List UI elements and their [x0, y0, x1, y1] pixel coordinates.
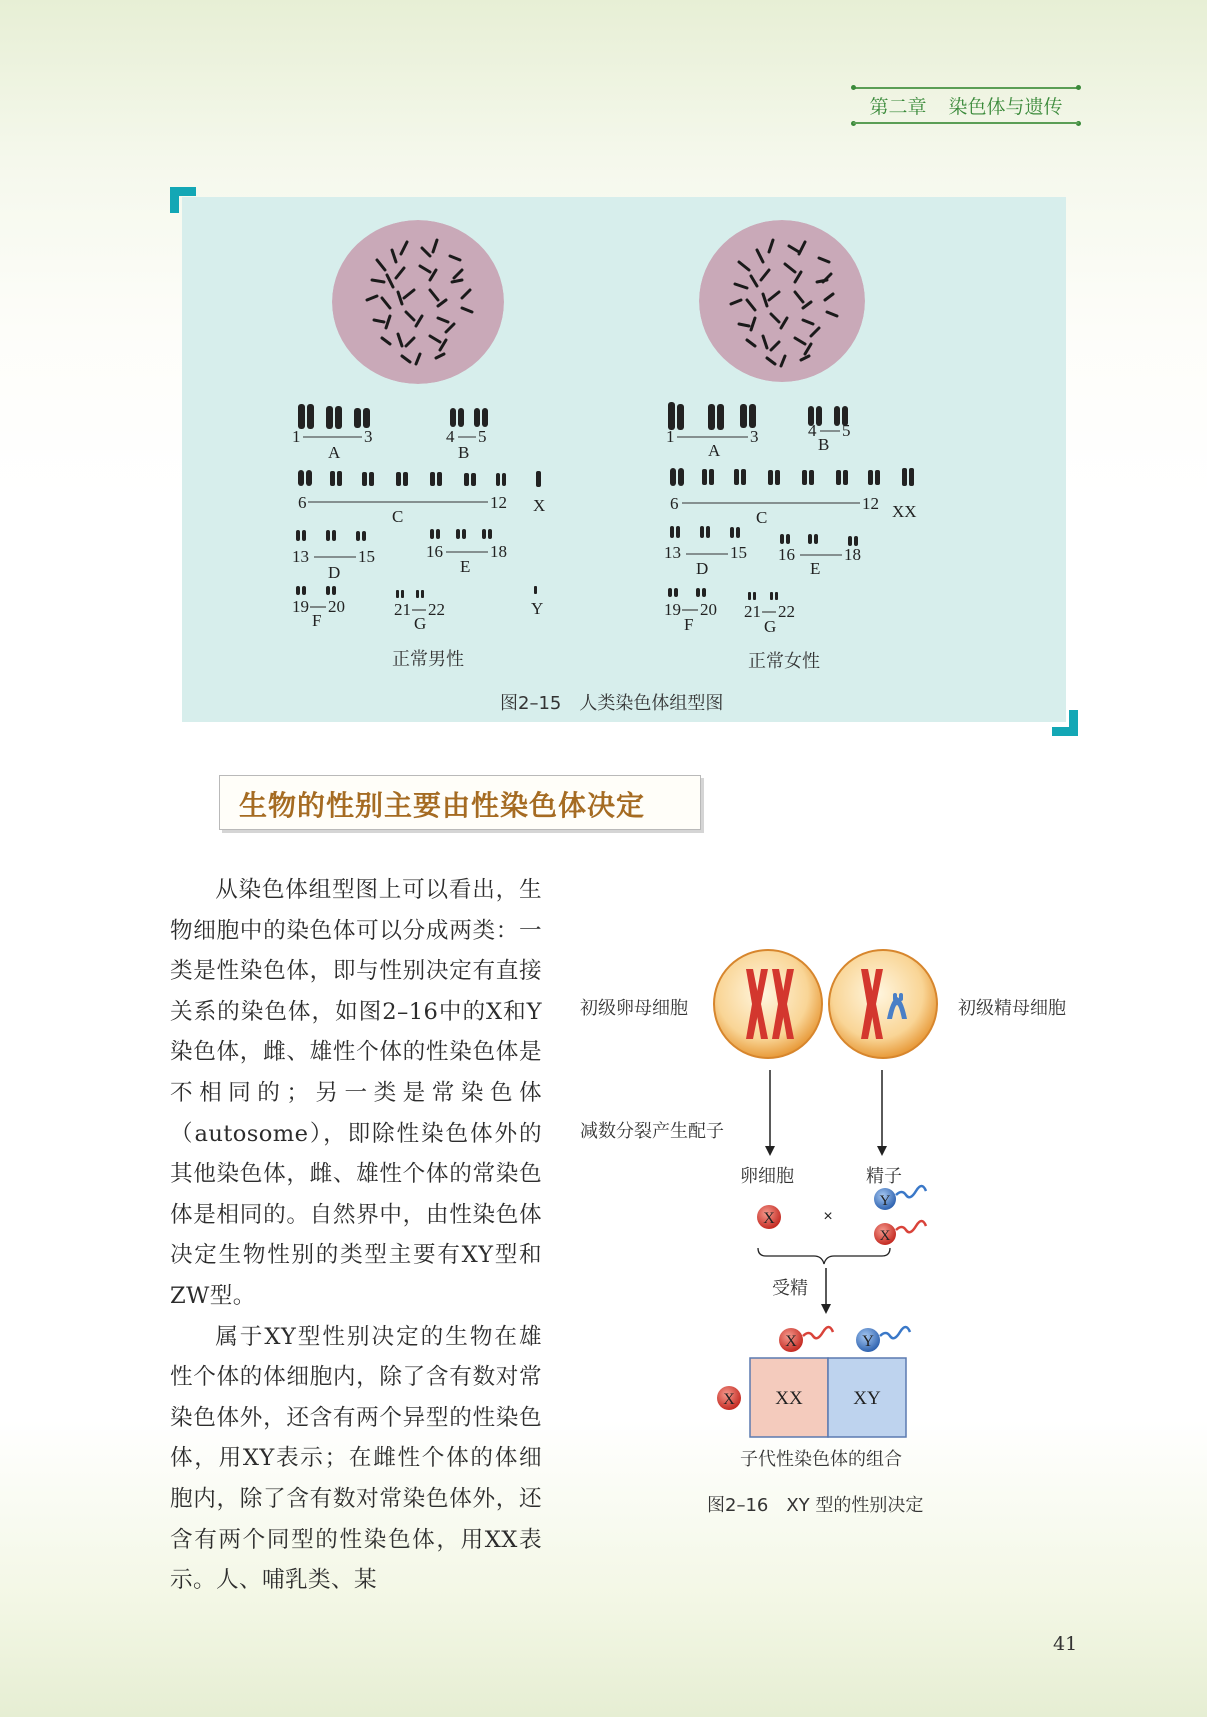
group-label: A — [708, 441, 721, 460]
chr-label: 21 — [394, 600, 411, 619]
group-label: G — [764, 617, 777, 636]
chr-label: 13 — [292, 547, 309, 566]
chr-label: 12 — [862, 494, 879, 513]
paragraph: 从染色体组型图上可以看出，生物细胞中的染色体可以分成两类：一类是性染色体，即与性别决定有直接关系的染色体，如图2–16中的X和Y染色体，雌、雄性个体的性染色体是不相同的；另一类是常染色体（autosome），即除性染色体外的其他染色体，雌、雄性个体的常染色体是相同的。自然界中，由性染色体决定生物性别的类型主要有XY型和ZW型。 — [170, 877, 542, 1309]
oocyte-label: 初级卵母细胞 — [580, 998, 688, 1019]
group-label: B — [458, 443, 470, 462]
chr-label: 21 — [744, 602, 761, 621]
page-number: 41 — [1053, 1633, 1078, 1655]
punnett-square — [710, 1318, 935, 1438]
chr-label: 16 — [778, 545, 795, 564]
chr-label: 15 — [730, 543, 747, 562]
female-karyotype — [660, 402, 960, 647]
brace-icon — [758, 1248, 890, 1264]
egg-label: 卵细胞 — [740, 1166, 794, 1187]
corner-mark-icon — [170, 187, 196, 213]
chr-label: 4 — [808, 421, 817, 440]
chr-label: 22 — [778, 602, 795, 621]
col-sperm-chromosome: X — [785, 1333, 797, 1350]
group-label: C — [392, 507, 404, 526]
chr-label: 6 — [670, 494, 679, 513]
group-label: C — [756, 508, 768, 527]
section-title: 生物的性别主要由性染色体决定 — [239, 789, 646, 822]
figure-karyotype — [182, 197, 1066, 722]
paragraph: 属于XY型性别决定的生物在雄性个体的体细胞内，除了含有数对常染色体外，还含有两个异型的性染色体，用XY表示；在雌性个体的体细胞内，除了含有数对常染色体外，还含有两个同型的性染色体，用XX表示。人、哺乳类、某 — [170, 1323, 542, 1594]
fertilization-label: 受精 — [772, 1278, 808, 1299]
chapter-title: 染色体与遗传 — [948, 96, 1063, 118]
corner-mark-icon — [1052, 710, 1078, 736]
female-metaphase-spread — [699, 220, 865, 382]
chr-label: 5 — [478, 427, 487, 446]
chr-label: 20 — [700, 600, 717, 619]
group-label: F — [684, 615, 694, 634]
sex-chromosome-label: X — [533, 496, 546, 515]
sex-chromosome-label: XX — [892, 502, 917, 521]
primary-cells — [713, 947, 939, 1061]
arrows — [760, 1068, 890, 1156]
figure-caption: 图2–16 XY 型的性别决定 — [707, 1495, 924, 1516]
group-label: D — [328, 563, 341, 582]
chr-label: 6 — [298, 493, 307, 512]
cell-xx-label: XX — [775, 1388, 803, 1409]
chr-label: 19 — [292, 597, 309, 616]
col-sperm-chromosome: Y — [862, 1333, 874, 1350]
male-metaphase-spread — [332, 220, 504, 384]
chr-label: 1 — [666, 427, 675, 446]
female-label: 正常女性 — [748, 651, 820, 672]
chapter-header — [853, 85, 1079, 126]
chr-label: 18 — [490, 542, 507, 561]
chr-label: 3 — [750, 427, 759, 446]
meiosis-label: 减数分裂产生配子 — [580, 1121, 724, 1142]
figure-caption: 图2–15 人类染色体组型图 — [500, 693, 724, 714]
sex-chromosome-label: Y — [531, 599, 544, 618]
times-symbol: × — [823, 1208, 833, 1225]
group-label: G — [414, 614, 427, 633]
chr-label: 18 — [844, 545, 861, 564]
chr-label: 4 — [446, 427, 455, 446]
chr-label: 13 — [664, 543, 681, 562]
group-label: E — [810, 559, 821, 578]
chapter-number: 第二章 — [869, 96, 927, 118]
group-label: B — [818, 435, 830, 454]
group-label: A — [328, 443, 341, 462]
combination-label: 子代性染色体的组合 — [740, 1449, 902, 1470]
chr-label: 1 — [292, 427, 301, 446]
male-label: 正常男性 — [392, 649, 464, 670]
spermatocyte-label: 初级精母细胞 — [958, 998, 1066, 1019]
cell-xy-label: XY — [853, 1388, 881, 1409]
oocyte-cell — [714, 950, 822, 1058]
section-heading-box — [219, 775, 701, 830]
sperm-label: 精子 — [866, 1166, 902, 1187]
egg-chromosome: X — [763, 1210, 775, 1227]
group-label: D — [696, 559, 709, 578]
body-text — [170, 870, 542, 1601]
chr-label: 12 — [490, 493, 507, 512]
chr-label: 16 — [426, 542, 443, 561]
spermatocyte-cell — [829, 950, 937, 1058]
group-label: E — [460, 557, 471, 576]
sperm-chromosome: Y — [879, 1193, 891, 1209]
row-egg-chromosome: X — [723, 1391, 735, 1408]
sperm-chromosome: X — [879, 1228, 891, 1244]
chr-label: 22 — [428, 600, 445, 619]
group-label: F — [312, 611, 322, 630]
chr-label: 15 — [358, 547, 375, 566]
chr-label: 3 — [364, 427, 373, 446]
chr-label: 20 — [328, 597, 345, 616]
male-karyotype — [292, 402, 582, 647]
chr-label: 5 — [842, 421, 851, 440]
chr-label: 19 — [664, 600, 681, 619]
